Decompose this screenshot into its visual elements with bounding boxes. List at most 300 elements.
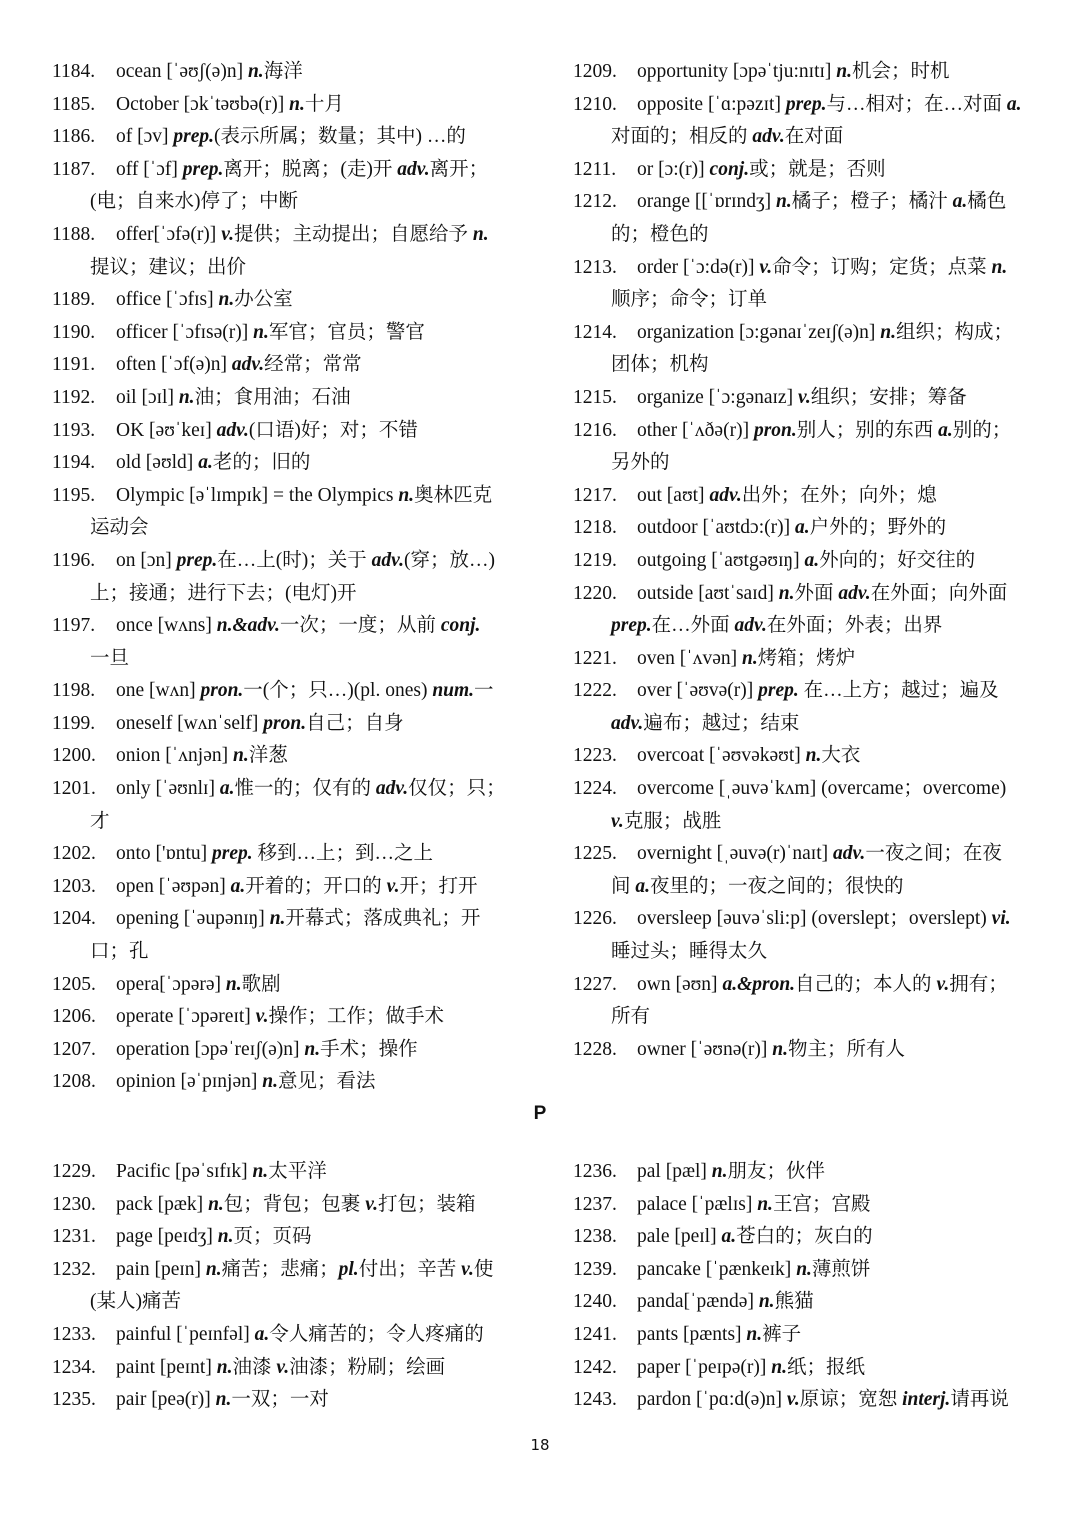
entry-text: 油漆 (232, 1356, 277, 1378)
vocab-entry (52, 871, 514, 904)
entry-text: 外面 (794, 582, 839, 604)
entry-text: overcoat [ˈəʊvəkəʊt] (637, 745, 806, 767)
part-of-speech: n. (216, 1356, 233, 1378)
part-of-speech: a. (219, 778, 235, 800)
page-number: 18 (530, 1436, 550, 1454)
entry-text: 在外面；向外面 (870, 582, 1008, 604)
entry-line (52, 317, 514, 350)
entry-number: 1208. (52, 1071, 96, 1093)
entry-continuation-line (52, 936, 514, 969)
entry-text: office [ˈɔfɪs] (116, 289, 219, 311)
vocab-entry (52, 1221, 514, 1254)
part-of-speech: n. (215, 1389, 232, 1411)
entry-number: 1186. (52, 126, 96, 148)
entry-text: 出外；在外；向外；熄 (741, 484, 937, 506)
entry-text: 命令；订购；定货；点菜 (772, 256, 992, 278)
entry-text: 拥有； (949, 973, 1008, 995)
entry-number: 1198. (52, 680, 96, 702)
vocab-entry (573, 1286, 1035, 1319)
entry-line (52, 969, 514, 1002)
entry-number: 1229. (52, 1161, 96, 1182)
vocab-entry (573, 317, 1035, 382)
entry-line (52, 1352, 514, 1385)
part-of-speech: n.&adv. (216, 615, 280, 637)
entry-continuation-line (573, 447, 1035, 480)
entry-text: 海洋 (263, 61, 303, 82)
entry-text: 奥林匹克 (414, 484, 493, 506)
entry-line (573, 56, 1035, 89)
entry-text: or [ɔ:(r)] (637, 158, 710, 180)
entry-line (573, 1319, 1035, 1352)
vocab-entry (573, 578, 1035, 643)
entry-line (52, 903, 514, 936)
entry-line (52, 675, 514, 708)
part-of-speech: pron. (263, 712, 307, 734)
entry-text: 苍白的；灰白的 (736, 1226, 873, 1248)
part-of-speech: n. (778, 582, 795, 604)
entry-number: 1239. (573, 1258, 617, 1280)
entry-text: old [əʊld] (116, 452, 199, 474)
vocab-entry (52, 610, 514, 675)
entry-line (52, 1066, 514, 1099)
vocab-entry (52, 675, 514, 708)
entry-number: 1224. (573, 778, 617, 800)
vocab-entry (573, 1221, 1035, 1254)
entry-text: 或；就是；否则 (749, 158, 886, 180)
entry-text: 团体；机构 (611, 354, 709, 376)
entry-text: off [ˈɔf] (116, 158, 183, 180)
entry-text: ocean [ˈəʊʃ(ə)n] (116, 61, 248, 82)
entry-number: 1238. (573, 1226, 617, 1248)
entry-line (52, 154, 514, 187)
vocab-entry (52, 1001, 514, 1034)
entry-text: pale [peɪl] (637, 1226, 722, 1248)
entry-text: 机会；时机 (852, 61, 950, 82)
entry-text: 王宫；宫殿 (772, 1193, 871, 1215)
entry-text: 遍布；越过；结束 (643, 712, 800, 734)
entry-number: 1216. (573, 419, 617, 441)
vocab-entry (573, 252, 1035, 317)
entry-text: pack [pæk] (116, 1193, 209, 1215)
entry-text: 意见；看法 (277, 1071, 376, 1093)
entry-text: 提议；建议；出价 (90, 256, 247, 278)
entry-continuation-line (52, 643, 514, 676)
entry-text: 离开；脱离；(走)开 (223, 158, 398, 180)
entry-text: 使 (473, 1258, 494, 1280)
entry-text: 一(个；只…)(pl. ones) (243, 680, 433, 702)
entry-number: 1227. (573, 973, 617, 995)
part-of-speech: n. (205, 1258, 222, 1280)
entry-text: 大衣 (821, 745, 861, 767)
entry-line (52, 1156, 514, 1189)
entry-number: 1236. (573, 1161, 617, 1182)
vocab-entry (52, 1066, 514, 1099)
part-of-speech: n. (757, 1193, 773, 1215)
vocab-entry (52, 447, 514, 480)
entry-number: 1225. (573, 843, 617, 865)
entry-number: 1193. (52, 419, 96, 441)
vocab-entry (573, 186, 1035, 251)
entry-number: 1185. (52, 93, 96, 115)
part-of-speech: adv. (216, 419, 249, 441)
part-of-speech: n. (398, 484, 415, 506)
part-of-speech: conj. (709, 158, 750, 180)
vocab-entry (52, 1254, 514, 1319)
column-top-right (573, 56, 1035, 1066)
part-of-speech: prep. (611, 615, 652, 637)
part-of-speech: v. (936, 973, 950, 995)
entry-line (52, 284, 514, 317)
entry-line (573, 675, 1035, 708)
entry-text: opera[ˈɔpərə] (116, 973, 226, 995)
part-of-speech: n. (772, 1038, 788, 1060)
vocab-entry (52, 1352, 514, 1385)
entry-number: 1213. (573, 256, 617, 278)
entry-number: 1223. (573, 745, 617, 767)
entry-text: 薄煎饼 (811, 1258, 871, 1280)
entry-number: 1187. (52, 158, 96, 180)
part-of-speech: v. (386, 875, 400, 897)
entry-line (573, 1352, 1035, 1385)
entry-line (573, 838, 1035, 871)
entry-text: overcome [ˌəuvəˈkʌm] (overcame；overcome) (637, 778, 1007, 800)
entry-text: pardon [ˈpɑ:d(ə)n] (637, 1389, 787, 1411)
entry-continuation-line (52, 1286, 514, 1319)
part-of-speech: a. (938, 419, 953, 441)
part-of-speech: v. (365, 1193, 378, 1215)
entry-number: 1226. (573, 908, 617, 930)
entry-number: 1212. (573, 191, 617, 213)
entry-line (52, 773, 514, 806)
entry-text: Pacific [pəˈsɪfɪk] (116, 1161, 253, 1182)
part-of-speech: prep. (182, 158, 224, 180)
entry-text: pal [pæl] (637, 1161, 712, 1182)
part-of-speech: prep. (176, 549, 218, 571)
entry-line (52, 545, 514, 578)
part-of-speech: n. (217, 1226, 234, 1248)
entry-continuation-line (573, 806, 1035, 839)
vocab-entry (573, 1156, 1035, 1189)
vocab-entry (52, 382, 514, 415)
entry-continuation-line (52, 186, 514, 219)
entry-text: 朋友；伙伴 (727, 1161, 825, 1182)
entry-text: once [wʌns] (116, 615, 217, 637)
entry-text: 所有 (611, 1006, 651, 1028)
entry-text: 离开； (429, 158, 489, 180)
entry-line (573, 186, 1035, 219)
entry-text: on [ɔn] (116, 549, 177, 571)
part-of-speech: num. (432, 680, 475, 702)
entry-line (573, 1286, 1035, 1319)
column-top-left (52, 56, 514, 1099)
entry-line (573, 1156, 1035, 1189)
entry-text: oversleep [əuvəˈsli:p] (overslept；overslept) (637, 908, 992, 930)
entry-line (573, 740, 1035, 773)
entry-text: 原谅；宽恕 (799, 1389, 903, 1411)
entry-continuation-line (52, 512, 514, 545)
entry-text: (穿；放…) (403, 549, 495, 571)
entry-text: 裤子 (762, 1323, 802, 1345)
vocab-entry (573, 480, 1035, 513)
entry-text: 包；背包；包裹 (223, 1193, 366, 1215)
entry-continuation-line (573, 284, 1035, 317)
entry-text: 运动会 (90, 517, 149, 539)
entry-text: oil [ɔɪl] (116, 386, 179, 408)
entry-line (52, 740, 514, 773)
vocab-entry (573, 89, 1035, 154)
entry-text: 开；打开 (399, 875, 478, 897)
entry-text: 一次；一度；从前 (279, 615, 441, 637)
part-of-speech: n. (208, 1193, 224, 1215)
entry-line (52, 610, 514, 643)
entry-text: pants [pænts] (637, 1323, 747, 1345)
entry-text: 提供；主动提出；自愿给予 (234, 223, 473, 245)
vocab-entry (573, 415, 1035, 480)
entry-text: over [ˈəʊvə(r)] (637, 680, 759, 702)
entry-text: 一夜之间；在夜 (865, 843, 1002, 865)
entry-continuation-line (573, 708, 1035, 741)
entry-number: 1194. (52, 452, 96, 474)
entry-number: 1235. (52, 1389, 96, 1411)
entry-number: 1197. (52, 615, 96, 637)
entry-text: 口；孔 (90, 941, 149, 963)
entry-text: offer[ˈɔfə(r)] (116, 223, 222, 245)
entry-line (573, 252, 1035, 285)
entry-line (52, 382, 514, 415)
entry-text: organize [ˈɔ:gənaɪz] (637, 386, 798, 408)
entry-line (573, 415, 1035, 448)
entry-text: 军官；官员；警官 (268, 321, 425, 343)
entry-number: 1201. (52, 778, 96, 800)
part-of-speech: prep. (212, 843, 253, 865)
entry-text: 一旦 (90, 647, 130, 669)
entry-text: pair [peə(r)] (116, 1389, 216, 1411)
entry-text: 另外的 (611, 452, 670, 474)
section-letter: P (533, 1103, 547, 1124)
part-of-speech: adv. (734, 615, 767, 637)
entry-text: one [wʌn] (116, 680, 201, 702)
vocab-entry (52, 415, 514, 448)
vocab-entry (573, 838, 1035, 903)
entry-text: 请再说 (950, 1389, 1009, 1411)
entry-text: overnight [ˌəuvə(r)ˈnaɪt] (637, 843, 833, 865)
entry-text: 自己的；本人的 (795, 973, 937, 995)
part-of-speech: n. (178, 386, 195, 408)
entry-text: 十月 (304, 93, 344, 115)
part-of-speech: vi. (991, 908, 1011, 930)
entry-text: order [ˈɔ:də(r)] (637, 256, 760, 278)
entry-text: 在对面 (784, 126, 844, 148)
entry-number: 1222. (573, 680, 617, 702)
entry-text: organization [ɔ:gənaɪˈzeɪʃ(ə)n] (637, 321, 881, 343)
part-of-speech: pl. (338, 1258, 359, 1280)
part-of-speech: n. (991, 256, 1008, 278)
entry-number: 1214. (573, 321, 617, 343)
part-of-speech: v. (759, 256, 773, 278)
vocab-entry (573, 740, 1035, 773)
part-of-speech: n. (742, 647, 758, 669)
entry-text: open [ˈəʊpən] (116, 875, 231, 897)
vocab-entry (573, 675, 1035, 740)
entry-text: 烤箱；烤炉 (757, 647, 856, 669)
entry-text: 痛苦；悲痛； (221, 1258, 339, 1280)
part-of-speech: v. (221, 223, 234, 245)
entry-text: (某人)痛苦 (90, 1291, 181, 1313)
entry-line (573, 969, 1035, 1002)
part-of-speech: v. (461, 1258, 474, 1280)
entry-line (573, 643, 1035, 676)
entry-text: 油；食用油；石油 (194, 386, 351, 408)
part-of-speech: adv. (371, 549, 404, 571)
entry-text: oneself [wʌnˈself] (116, 712, 264, 734)
part-of-speech: a. (721, 1226, 737, 1248)
vocab-entry (573, 1254, 1035, 1287)
vocab-entry (52, 480, 514, 545)
part-of-speech: v. (786, 1389, 800, 1411)
entry-text: 老的；旧的 (212, 452, 311, 474)
entry-text: onto ['ɒntu] (116, 843, 213, 865)
entry-text: owner [ˈəʊnə(r)] (637, 1038, 773, 1060)
entry-text: orange [[ˈɒrɪndʒ] (637, 191, 777, 213)
entry-line (52, 871, 514, 904)
part-of-speech: prep. (173, 126, 215, 148)
entry-line (573, 154, 1035, 187)
part-of-speech: n. (247, 61, 264, 82)
entry-text: 办公室 (234, 289, 293, 311)
entry-text: 顺序；命令；订单 (611, 289, 768, 311)
part-of-speech: n. (836, 61, 853, 82)
entry-text: 在…上方；越过；遍及 (798, 680, 999, 702)
part-of-speech: n. (262, 1071, 278, 1093)
entry-text: 睡过头；睡得太久 (611, 941, 768, 963)
vocab-entry (573, 382, 1035, 415)
entry-text: painful [ˈpeɪnfəl] (116, 1323, 255, 1345)
entry-line (52, 1319, 514, 1352)
part-of-speech: prep. (758, 680, 799, 702)
entry-continuation-line (573, 121, 1035, 154)
entry-text: October [ɔkˈtəʊbə(r)] (116, 93, 290, 115)
entry-number: 1191. (52, 354, 96, 376)
entry-text: 在…外面 (651, 615, 735, 637)
entry-line (573, 382, 1035, 415)
entry-text: oven [ˈʌvən] (637, 647, 743, 669)
part-of-speech: adv. (833, 843, 866, 865)
entry-line (52, 1001, 514, 1034)
entry-line (573, 1384, 1035, 1417)
entry-number: 1233. (52, 1323, 96, 1345)
part-of-speech: v. (611, 810, 624, 832)
entry-line (52, 708, 514, 741)
entry-text: OK [əʊˈkeɪ] (116, 419, 217, 441)
entry-text: 才 (90, 810, 110, 832)
part-of-speech: adv. (838, 582, 871, 604)
entry-text: officer [ˈɔfɪsə(r)] (116, 321, 254, 343)
part-of-speech: adv. (611, 712, 644, 734)
vocab-entry (52, 1034, 514, 1067)
entry-text: onion [ˈʌnjən] (116, 745, 233, 767)
entry-text: 仅仅；只； (408, 778, 506, 800)
entry-text: 开幕式；落成典礼；开 (285, 908, 481, 930)
entry-text: other [ˈʌðə(r)] (637, 419, 754, 441)
entry-text: panda[ˈpændə] (637, 1291, 759, 1313)
entry-text: 惟一的；仅有的 (234, 778, 376, 800)
entry-text: 橘色 (967, 191, 1007, 213)
entry-text: 户外的；野外的 (809, 517, 947, 539)
entry-number: 1219. (573, 549, 617, 571)
vocab-entry (52, 1189, 514, 1222)
entry-text: outgoing [ˈaʊtgəʊɪŋ] (637, 549, 805, 571)
entry-continuation-line (52, 806, 514, 839)
part-of-speech: a. (794, 517, 810, 539)
vocab-entry (52, 740, 514, 773)
entry-number: 1228. (573, 1038, 617, 1060)
entry-text: paint [peɪnt] (116, 1356, 217, 1378)
vocab-entry (52, 284, 514, 317)
vocab-entry (573, 1189, 1035, 1222)
entry-text: 克服；战胜 (623, 810, 722, 832)
entry-text: 组织；构成； (896, 321, 1014, 343)
vocab-entry (52, 545, 514, 610)
column-bottom-right (573, 1156, 1035, 1417)
entry-number: 1204. (52, 908, 96, 930)
entry-line (52, 1221, 514, 1254)
vocab-entry (52, 838, 514, 871)
vocab-entry (573, 1319, 1035, 1352)
part-of-speech: adv. (709, 484, 742, 506)
entry-text: of [ɔv] (116, 126, 174, 148)
entry-number: 1209. (573, 61, 617, 82)
entry-text: 橘子；橙子；橘汁 (791, 191, 953, 213)
part-of-speech: n. (289, 93, 305, 115)
part-of-speech: v. (797, 386, 811, 408)
entry-number: 1230. (52, 1193, 96, 1215)
entry-number: 1210. (573, 93, 617, 115)
entry-text: paper [ˈpeɪpə(r)] (637, 1356, 772, 1378)
entry-text: 别的； (952, 419, 1012, 441)
entry-continuation-line (573, 219, 1035, 252)
entry-text: own [əʊn] (637, 973, 723, 995)
entry-text: operation [ɔpəˈreɪʃ(ə)n] (116, 1038, 305, 1060)
part-of-speech: interj. (902, 1389, 951, 1411)
entry-number: 1203. (52, 875, 96, 897)
vocab-entry (573, 1034, 1035, 1067)
entry-text: 页；页码 (233, 1226, 312, 1248)
entry-number: 1189. (52, 289, 96, 311)
entry-continuation-line (573, 871, 1035, 904)
entry-text: (表示所属；数量；其中) …的 (214, 126, 466, 148)
part-of-speech: a. (254, 1323, 270, 1345)
vocab-entry (52, 903, 514, 968)
vocab-entry (52, 773, 514, 838)
part-of-speech: n. (252, 1161, 269, 1182)
vocab-entry (573, 643, 1035, 676)
part-of-speech: n. (253, 321, 269, 343)
entry-line (52, 56, 514, 89)
entry-number: 1196. (52, 549, 96, 571)
part-of-speech: n. (771, 1356, 787, 1378)
entry-text: 开着的；开口的 (245, 875, 387, 897)
entry-text: 的；橙色的 (611, 223, 709, 245)
entry-number: 1218. (573, 517, 617, 539)
entry-number: 1242. (573, 1356, 617, 1378)
entry-text: 油漆；粉刷；绘画 (289, 1356, 446, 1378)
vocab-entry (52, 349, 514, 382)
entry-text: 经常；常常 (264, 354, 362, 376)
entry-text: often [ˈɔf(ə)n] (116, 354, 232, 376)
part-of-speech: a.&pron. (722, 973, 796, 995)
entry-line (573, 317, 1035, 350)
entry-line (573, 1189, 1035, 1222)
